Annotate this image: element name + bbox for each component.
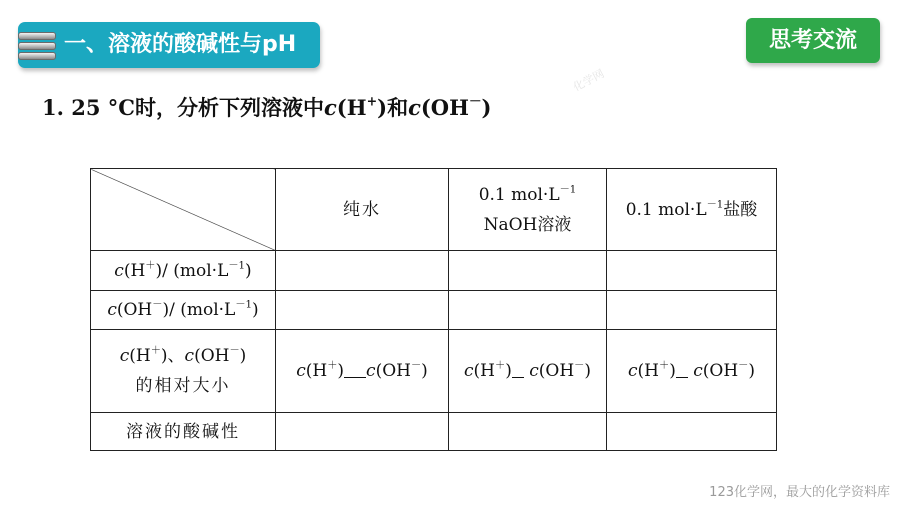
charge-plus: + bbox=[366, 93, 378, 109]
col-header-pure-water: 纯水 bbox=[276, 169, 449, 251]
footer-credit: 123化学网，最大的化学资料库 bbox=[709, 485, 890, 500]
analysis-table bbox=[90, 168, 777, 451]
fill-blank[interactable] bbox=[344, 359, 366, 378]
question-heading bbox=[42, 92, 491, 122]
answer-cell[interactable] bbox=[276, 413, 449, 451]
col-header-hcl: 0.1 $mol\cdot L^{-1}$盐酸 bbox=[607, 169, 777, 251]
col-header-naoh: 0.1 $mol\cdot L^{-1}$ NaOH溶液 bbox=[449, 169, 607, 251]
answer-cell[interactable] bbox=[607, 413, 777, 451]
answer-cell[interactable] bbox=[607, 251, 777, 291]
row-label-relative-size: c(H＋)、c(OH－) 的相对大小 bbox=[91, 330, 276, 413]
row-label-oh-concentration: c(OH－)/ $(mol\cdot L^{-1})$ bbox=[91, 291, 276, 330]
fill-blank[interactable] bbox=[676, 359, 688, 378]
answer-cell[interactable] bbox=[449, 251, 607, 291]
ion-h: (H bbox=[336, 95, 367, 120]
connector: 和 bbox=[387, 95, 409, 120]
section-title: 一、溶液的酸碱性与pH bbox=[64, 32, 297, 57]
paren-close: ) bbox=[481, 95, 492, 120]
diagonal-header-cell bbox=[91, 169, 276, 251]
c-symbol: c bbox=[323, 95, 337, 120]
section-banner bbox=[18, 22, 320, 68]
question-prefix: 1. 25 °C时，分析下列溶液中 bbox=[42, 95, 324, 120]
row-acidity bbox=[91, 413, 777, 451]
answer-cell[interactable] bbox=[449, 291, 607, 330]
answer-cell[interactable] bbox=[276, 291, 449, 330]
answer-cell[interactable] bbox=[607, 291, 777, 330]
compare-cell-naoh[interactable]: c(H＋) c(OH－) bbox=[449, 330, 607, 413]
binder-ring-icon bbox=[18, 42, 56, 49]
row-label-acidity: 溶液的酸碱性 bbox=[91, 413, 276, 451]
compare-cell-pure-water[interactable]: c(H＋) c(OH－) bbox=[276, 330, 449, 413]
binder-ring-icon bbox=[18, 32, 56, 39]
row-h-concentration bbox=[91, 251, 777, 291]
row-label-h-concentration: c(H＋)/ $(mol\cdot L^{-1})$ bbox=[91, 251, 276, 291]
answer-cell[interactable] bbox=[276, 251, 449, 291]
answer-cell[interactable] bbox=[449, 413, 607, 451]
watermark: 化学网 bbox=[571, 66, 607, 94]
discussion-button[interactable]: 思考交流 bbox=[746, 18, 880, 63]
row-oh-concentration bbox=[91, 291, 777, 330]
binder-ring-icon bbox=[18, 52, 56, 59]
header-row bbox=[91, 169, 777, 251]
c-symbol: c bbox=[408, 95, 421, 120]
paren-close: ) bbox=[377, 95, 388, 120]
ion-oh: (OH bbox=[420, 95, 469, 120]
charge-minus: － bbox=[468, 93, 482, 109]
fill-blank[interactable] bbox=[512, 359, 524, 378]
row-relative-size bbox=[91, 330, 777, 413]
compare-cell-hcl[interactable]: c(H＋) c(OH－) bbox=[607, 330, 777, 413]
